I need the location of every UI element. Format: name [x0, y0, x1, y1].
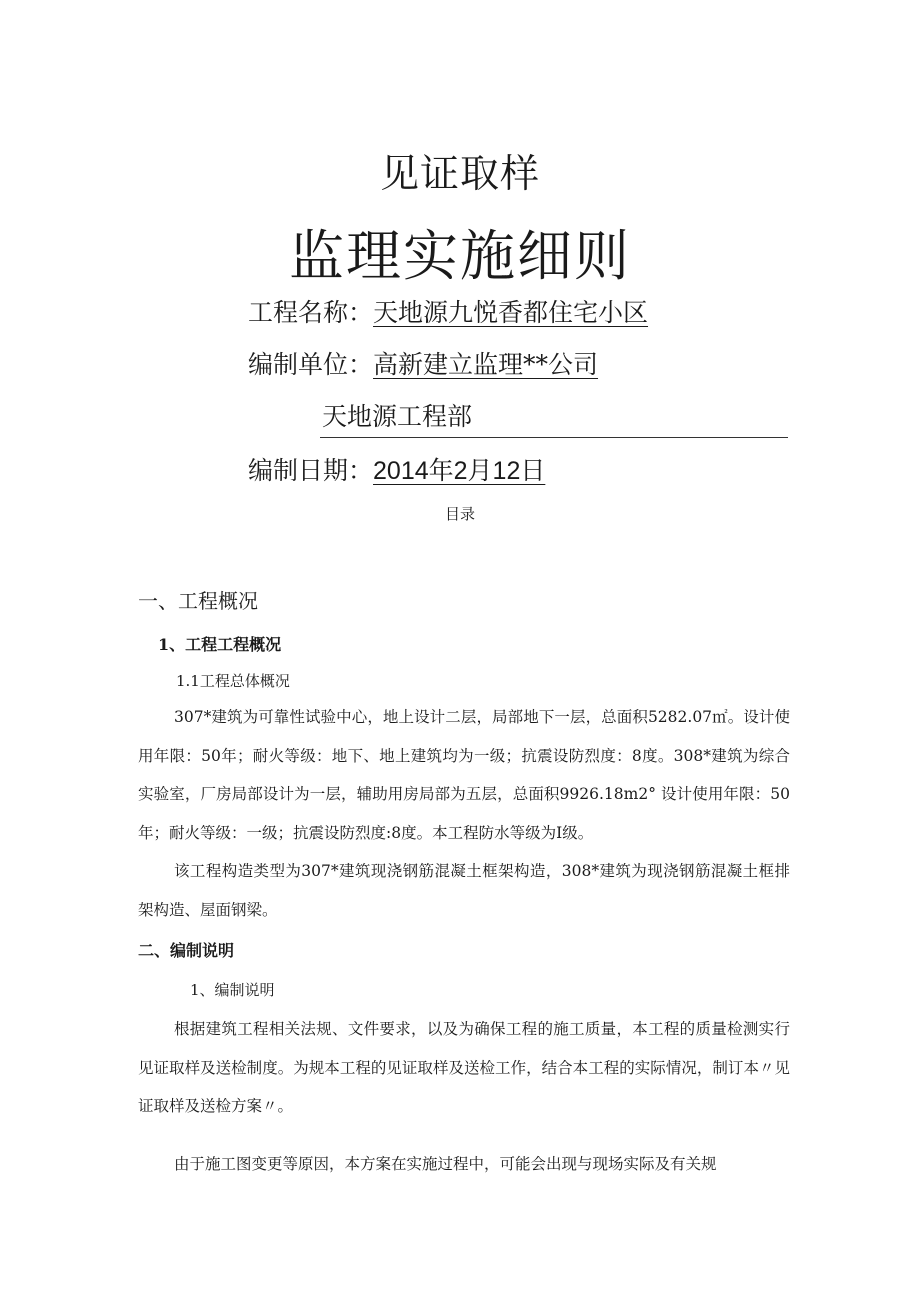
section-1-heading: 一、工程概况 [138, 589, 258, 613]
section-2-paragraph-2: 由于施工图变更等原因，本方案在实施过程中，可能会出现与现场实际及有关规 [174, 1155, 717, 1173]
compiling-unit-subline: 天地源工程部 [320, 397, 788, 438]
section-1-paragraph-1: 307*建筑为可靠性试验中心，地上设计二层，局部地下一层，总面积5282.07㎡。设计使用年限：50年；耐火等级：地下、地上建筑均为一级；抗震设防烈度：8度。308*建筑为综合实验室，厂房局部设计为一层，辅助用房局部为五层，总面积9926.18m2° 设计使用年限：50年；耐火等级：一级；抗震设防烈度:8度。本工程防水等级为Ⅰ级。 [138, 708, 790, 842]
compiling-unit-field [248, 345, 598, 381]
section-1-1-1-heading: 1.1工程总体概况 [176, 672, 290, 690]
toc-label: 目录 [444, 505, 475, 523]
compiling-date-field [248, 451, 545, 487]
section-2-1-heading: 1、编制说明 [190, 981, 275, 999]
document-title-line2: 监理实施细则 [288, 224, 631, 288]
section-1-paragraph-2: 该工程构造类型为307*建筑现浇钢筋混凝土框架构造，308*建筑为现浇钢筋混凝土框排架构造、屋面钢梁。 [138, 862, 790, 919]
project-name-value: 天地源九悦香都住宅小区 [373, 298, 649, 327]
compiling-date-value: 2014年2月12日 [373, 457, 546, 485]
project-name-label: 工程名称： [248, 298, 374, 327]
compiling-unit-value: 高新建立监理**公司 [373, 350, 599, 379]
document-title-line1: 见证取样 [379, 152, 540, 197]
compiling-unit-label: 编制单位： [248, 350, 374, 379]
project-name-field [248, 293, 648, 329]
section-2-heading: 二、编制说明 [138, 941, 235, 960]
section-1-1-heading: 1、工程工程概况 [158, 635, 282, 654]
section-2-paragraph-1: 根据建筑工程相关法规、文件要求，以及为确保工程的施工质量，本工程的质量检测实行见证取样及送检制度。为规本工程的见证取样及送检工作，结合本工程的实际情况，制订本〃见证取样及送检方案〃。 [138, 1020, 790, 1115]
compiling-date-label: 编制日期： [248, 456, 374, 485]
